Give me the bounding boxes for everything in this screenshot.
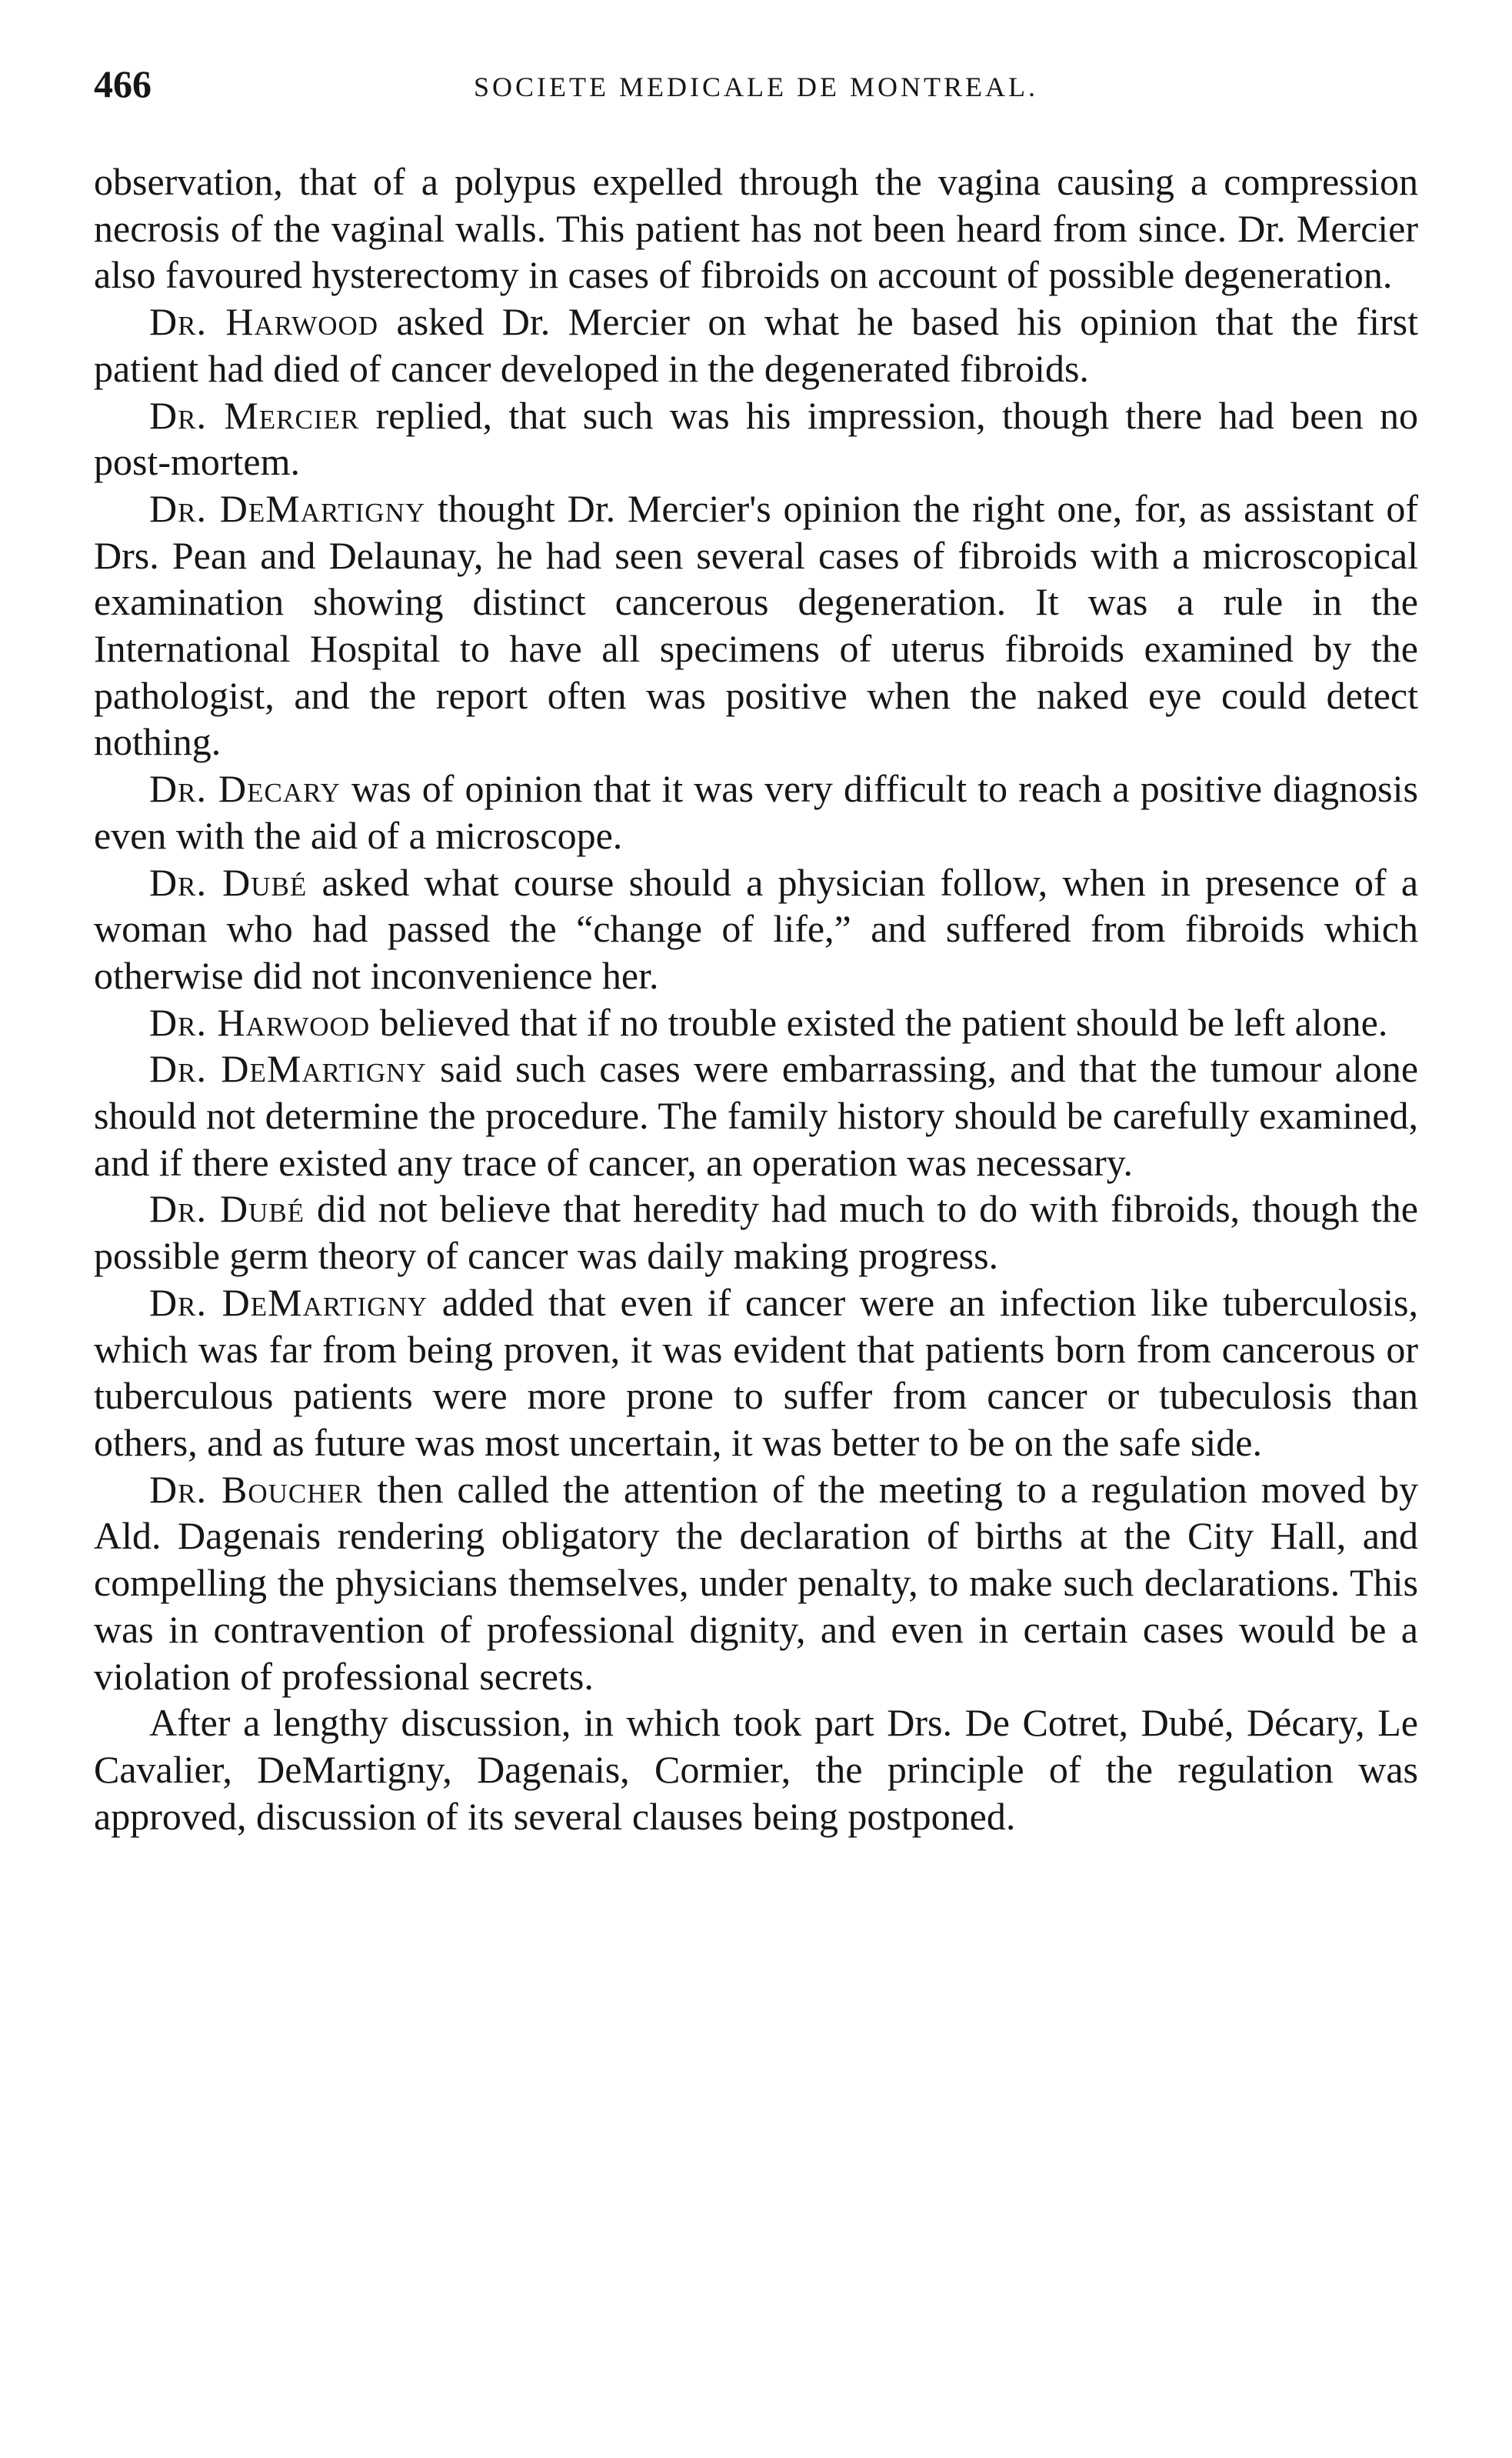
page-header xyxy=(94,62,1418,123)
paragraph-text: added that even if cancer were an infection like tuberculosis, which was far from being proven, it was evident that patients born from cancerous or tuberculous patients were more prone to suffer from cancer or tubeculosis than others, and as future was most uncertain, it was better to be on the safe side. xyxy=(94,1280,1418,1464)
speaker-name: Dr. Dubé xyxy=(149,1187,305,1231)
paragraph xyxy=(94,1699,1418,1839)
paragraph-text: then called the attention of the meeting to a regulation moved by Ald. Dagenais rendering obligatory the declaration of births at the City Hall, and compelling the physicians themselves, under penalty, to make such declarations. This was in contravention of professional dignity, and even in certain cases would be a violation of professional secrets. xyxy=(94,1467,1418,1698)
speaker-name: Dr. DeMartigny xyxy=(149,486,426,530)
running-head: SOCIETE MEDICALE DE MONTREAL. xyxy=(474,72,1038,102)
paragraph xyxy=(94,298,1418,392)
paragraph-text: was of opinion that it was very difficult to reach a positive diagnosis even with the aid of a microscope. xyxy=(94,767,1418,857)
body-text xyxy=(94,158,1418,1839)
paragraph xyxy=(94,392,1418,485)
paragraph xyxy=(94,1466,1418,1700)
paragraph-text: did not believe that heredity had much to do with fibroids, though the possible germ theory of cancer was daily making progress. xyxy=(94,1187,1419,1278)
page-number: 466 xyxy=(94,62,152,105)
speaker-name: Dr. Mercier xyxy=(149,393,360,437)
paragraph xyxy=(94,1186,1418,1279)
speaker-name: Dr. Dubé xyxy=(149,860,308,904)
speaker-name: Dr. DeMartigny xyxy=(149,1280,428,1324)
paragraph xyxy=(94,765,1418,859)
paragraph xyxy=(94,485,1418,765)
paragraph xyxy=(94,1046,1418,1186)
speaker-name: Dr. Decary xyxy=(149,767,341,811)
paragraph-text: believed that if no trouble existed the patient should be left alone. xyxy=(370,1000,1388,1044)
paragraph xyxy=(94,999,1418,1046)
paragraph-text: After a lengthy discussion, in which took part Drs. De Cotret, Dubé, Décary, Le Cavalier, DeMartigny, Dagenais, Cormier, the principle of the regulation was approved, discussion of its several clauses being postponed. xyxy=(94,1701,1418,1838)
speaker-name: Dr. Harwood xyxy=(149,300,379,344)
paragraph-text: asked what course should a physician follow, when in presence of a woman who had passed the “change of life,” and suffered from fibroids which otherwise did not inconvenience her. xyxy=(94,860,1419,997)
speaker-name: Dr. DeMartigny xyxy=(149,1047,427,1091)
paragraph xyxy=(94,1279,1418,1466)
paragraph xyxy=(94,859,1418,999)
document-page xyxy=(94,62,1418,1839)
speaker-name: Dr. Boucher xyxy=(149,1467,364,1511)
paragraph-text: replied, that such was his impression, though there had been no post-mortem. xyxy=(94,393,1419,484)
paragraph-text: asked Dr. Mercier on what he based his opinion that the first patient had died of cancer developed in the degenerated fibroids. xyxy=(94,300,1418,390)
paragraph-text: thought Dr. Mercier's opinion the right one, for, as assistant of Drs. Pean and Delaunay, he had seen several cases of fibroids with a microscopical examination showing distinct cancerous degeneration. It was a rule in the International Hospital to have all specimens of uterus fibroids examined by the pathologist, and the report often was positive when the naked eye could detect nothing. xyxy=(94,486,1418,764)
speaker-name: Dr. Harwood xyxy=(149,1000,371,1044)
paragraph-text: observation, that of a polypus expelled through the vagina causing a compression necrosis of the vaginal walls. This patient has not been heard from since. Dr. Mercier also favoured hysterectomy in cases of fibroids on account of possible degeneration. xyxy=(94,160,1418,297)
paragraph-text: said such cases were embarrassing, and that the tumour alone should not determine the procedure. The family history should be carefully examined, and if there existed any trace of cancer, an operation was necessary. xyxy=(94,1047,1419,1184)
paragraph xyxy=(94,158,1418,298)
